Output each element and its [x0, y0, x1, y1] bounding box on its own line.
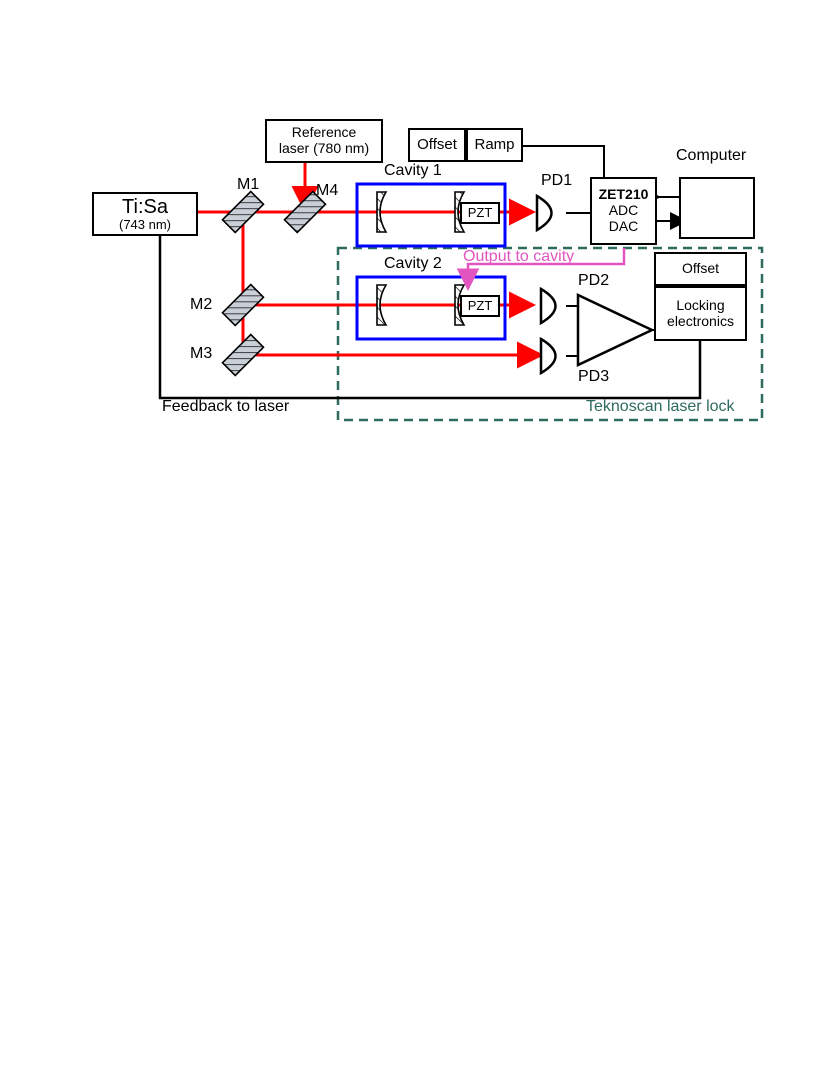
pzt2-label: PZT — [467, 297, 493, 313]
label-pd3: PD3 — [578, 368, 610, 385]
block-ramp[interactable] — [466, 128, 523, 162]
block-locking-electronics[interactable] — [654, 286, 747, 341]
pzt1-label: PZT — [467, 204, 493, 220]
block-tisa-laser[interactable] — [92, 192, 198, 236]
block-pzt-cavity1[interactable] — [460, 202, 500, 224]
label-feedback-to-laser: Feedback to laser — [162, 398, 290, 415]
label-pd2: PD2 — [578, 272, 610, 289]
computer-label: Computer — [676, 147, 747, 164]
reference-laser-line2: laser (780 nm) — [278, 140, 370, 156]
block-computer-monitor[interactable] — [679, 177, 755, 239]
label-m3: M3 — [190, 345, 213, 362]
block-offset-bottom[interactable] — [654, 252, 747, 286]
label-cavity2: Cavity 2 — [384, 255, 442, 272]
ramp-label: Ramp — [474, 135, 515, 153]
label-teknoscan-laser-lock: Teknoscan laser lock — [586, 398, 735, 415]
block-reference-laser[interactable] — [265, 119, 383, 163]
offset-bottom-label: Offset — [681, 260, 720, 277]
zet210-adc: ADC — [608, 202, 639, 219]
block-zet210[interactable] — [590, 177, 657, 245]
label-m4: M4 — [316, 182, 339, 199]
label-cavity1: Cavity 1 — [384, 162, 442, 179]
locking-electronics-line2: electronics — [667, 312, 734, 329]
locking-electronics-line1: Locking — [676, 296, 725, 313]
reference-laser-line1: Reference — [291, 124, 357, 141]
label-m1: M1 — [237, 176, 260, 193]
laser-name: Ti:Sa — [122, 195, 168, 218]
offset-top-label: Offset — [417, 135, 457, 153]
zet210-dac: DAC — [608, 217, 639, 234]
label-output-to-cavity: Output to cavity — [463, 248, 575, 265]
zet210-model: ZET210 — [598, 186, 649, 203]
laser-wavelength: (743 nm) — [118, 216, 172, 232]
label-m2: M2 — [190, 296, 213, 313]
block-pzt-cavity2[interactable] — [460, 295, 500, 317]
block-offset-top[interactable] — [408, 128, 466, 162]
label-pd1: PD1 — [541, 172, 573, 189]
